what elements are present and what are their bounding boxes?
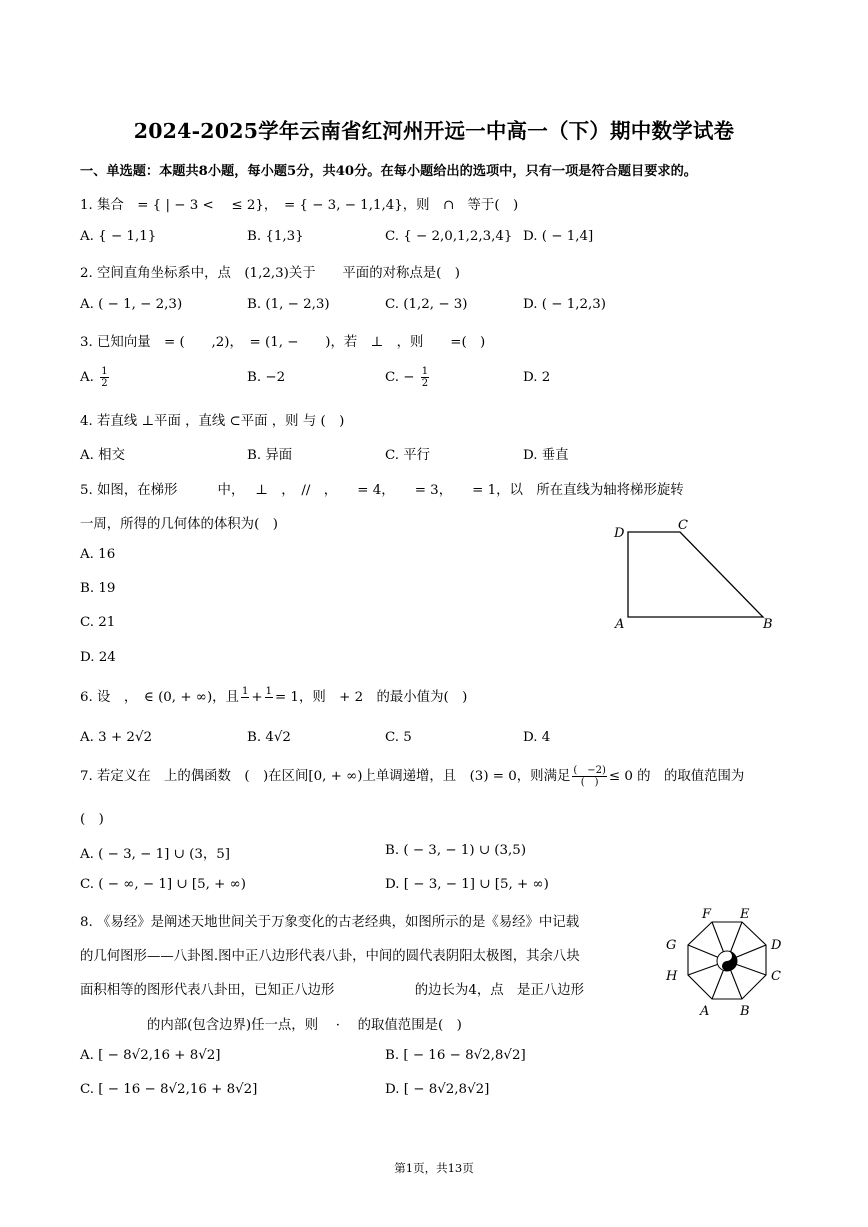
q5-option-d: D. 24 [80, 650, 116, 665]
trapezoid-figure [608, 515, 783, 635]
q1-option-a: A. { − 1,1} [80, 229, 157, 244]
question-5-stem-line2: 一周，所得的几何体的体积为( ) [80, 517, 278, 532]
question-8-stem-line2: 的几何图形——八卦图.图中正八边形代表八卦，中间的圆代表阴阳太极图，其余八块 [80, 949, 580, 964]
question-8-stem-line3: 面积相等的图形代表八卦田，已知正八边形 的边长为4，点 是正八边形 [80, 983, 584, 998]
q3-option-c [385, 366, 431, 389]
q2-option-b: B. (1, − 2,3) [247, 297, 330, 312]
q7-option-c: C. ( − ∞, − 1] ∪ [5, + ∞) [80, 877, 246, 892]
label-C: C [678, 518, 688, 533]
q3-option-a [80, 366, 111, 389]
question-2-stem: 2. 空间直角坐标系中，点 (1,2,3)关于 平面的对称点是( ) [80, 266, 460, 281]
q8-option-a: A. [ − 8√2,16 + 8√2] [80, 1048, 221, 1063]
q6-plus: + [251, 690, 263, 705]
q3-a-denominator: 2 [101, 378, 108, 389]
label-A: A [615, 617, 625, 632]
q2-option-a: A. ( − 1, − 2,3) [80, 297, 183, 312]
page-footer: 第1页，共13页 [394, 1161, 474, 1175]
taiji-symbol [717, 951, 737, 971]
q6-frac1-numerator: 1 [241, 686, 249, 697]
q6-stem-post: = 1，则 + 2 的最小值为( ) [274, 690, 468, 705]
q6-fraction-1 [241, 686, 249, 709]
q6-frac2-denominator [265, 698, 273, 709]
q1-option-b: B. {1,3} [247, 229, 304, 244]
label-H: H [666, 969, 678, 984]
q5-option-b: B. 19 [80, 581, 116, 596]
q2-option-c: C. (1,2, − 3) [385, 297, 468, 312]
page-title: 2024-2025学年云南省红河州开远一中高一（下）期中数学试卷 [133, 119, 735, 143]
label-G: G [666, 938, 677, 953]
label-C: C [771, 969, 781, 984]
question-4-stem: 4. 若直线 ⊥平面 ，直线 ⊂平面 ，则 与 ( ) [80, 414, 345, 429]
q3-c-numerator: 1 [421, 366, 429, 377]
q6-option-c: C. 5 [385, 730, 412, 745]
q3-option-b: B. −2 [247, 370, 286, 385]
q3-c-denominator: 2 [421, 378, 429, 389]
label-D: D [614, 526, 625, 541]
q7-stem-post: ≤ 0 的 的取值范围为 [608, 769, 745, 784]
q1-option-d: D. ( − 1,4] [523, 229, 594, 244]
label-E: E [740, 907, 750, 922]
q7-option-a: A. ( − 3, − 1] ∪ (3，5] [80, 847, 231, 862]
label-A: A [700, 1004, 710, 1019]
q8-option-d: D. [ − 8√2,8√2] [385, 1082, 490, 1097]
q3-option-c-fraction [421, 366, 429, 389]
label-F: F [702, 907, 712, 922]
q6-fraction-2 [265, 686, 273, 709]
q5-option-c: C. 21 [80, 615, 116, 630]
q4-option-a: A. 相交 [80, 448, 125, 463]
label-B: B [763, 617, 773, 632]
q4-option-b: B. 异面 [247, 448, 293, 463]
q8-option-b: B. [ − 16 − 8√2,8√2] [385, 1048, 526, 1063]
question-8-stem-line1: 8. 《易经》是阐述天地世间关于万象变化的古老经典，如图所示的是《易经》中记载 [80, 915, 580, 930]
q7-stem-pre: 7. 若定义在 上的偶函数 ( )在区间[0, + ∞)上单调递增，且 (3) = 0，则满足 [80, 769, 571, 784]
q7-frac-numerator: ( −2) [573, 765, 606, 776]
question-7-stem-line2: ( ) [80, 812, 104, 827]
q3-a-numerator: 1 [101, 366, 108, 377]
q1-option-c: C. { − 2,0,1,2,3,4} [385, 229, 513, 244]
question-5-stem-line1: 5. 如图，在梯形 中， ⊥ ， // ， = 4， = 3， = 1，以 所在直线为轴将梯形旋转 [80, 483, 684, 498]
label-D: D [771, 938, 782, 953]
q7-frac-denominator: ( ) [580, 777, 599, 788]
q4-option-d: D. 垂直 [523, 448, 569, 463]
q3-option-a-fraction [100, 366, 108, 389]
trapezoid-shape [628, 532, 763, 617]
q2-option-d: D. ( − 1,2,3) [523, 297, 607, 312]
question-3-stem: 3. 已知向量 = ( ,2)， = (1, − )，若 ⊥ ，则 =( ) [80, 335, 486, 350]
q6-stem-pre: 6. 设 ， ∈ (0, + ∞)，且 [80, 690, 239, 705]
q6-option-b: B. 4√2 [247, 730, 291, 745]
section-heading: 一、单选题：本题共8小题，每小题5分，共40分。在每小题给出的选项中，只有一项是符合题目要求的。 [80, 164, 697, 179]
question-8-stem-line4: 的内部(包含边界)任一点，则 · 的取值范围是( ) [80, 1018, 462, 1033]
q3-option-c-prefix: C. − [385, 370, 415, 385]
q6-option-d: D. 4 [523, 730, 551, 745]
question-1-stem: 1. 集合 = { | − 3 < ≤ 2}， = { − 3, − 1,1,4}，则 ∩ 等于( ) [80, 198, 519, 213]
q7-option-b: B. ( − 3, − 1) ∪ (3,5) [385, 843, 527, 858]
q3-option-d: D. 2 [523, 370, 551, 385]
label-B: B [740, 1004, 750, 1019]
q7-fraction [572, 765, 607, 788]
q8-option-c: C. [ − 16 − 8√2,16 + 8√2] [80, 1082, 258, 1097]
question-6-stem [80, 686, 467, 709]
q4-option-c: C. 平行 [385, 448, 431, 463]
q6-frac1-denominator [241, 698, 249, 709]
q5-option-a: A. 16 [80, 547, 116, 562]
q7-option-d: D. [ − 3, − 1] ∪ [5, + ∞) [385, 877, 549, 892]
question-7-stem [80, 765, 744, 788]
bagua-figure [660, 905, 790, 1040]
q3-option-a-prefix: A. [80, 370, 94, 385]
q6-frac2-numerator: 1 [265, 686, 272, 697]
q6-option-a: A. 3 + 2√2 [80, 730, 153, 745]
